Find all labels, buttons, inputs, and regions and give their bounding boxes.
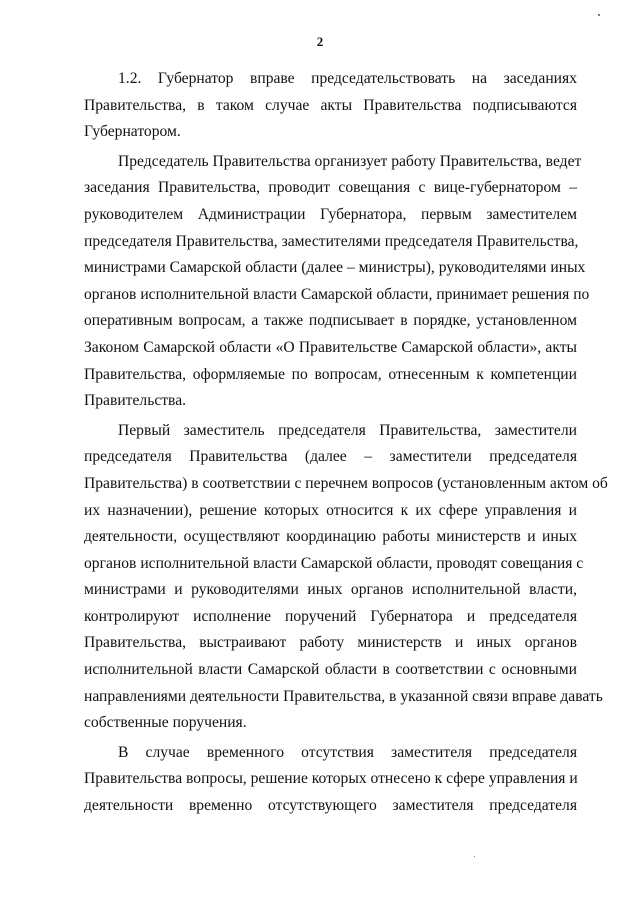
text-line: Первый заместитель председателя Правительства, заместители xyxy=(118,421,577,439)
paragraph-4 xyxy=(84,740,577,820)
text-line: Законом Самарской области «О Правительстве Самарской области», акты xyxy=(84,338,577,356)
text-line: оперативным вопросам, а также подписывает в порядке, установленном xyxy=(84,312,577,330)
text-line: Правительства вопросы, решение которых отнесено к сфере управления и xyxy=(84,770,578,788)
text-line: исполнительной власти Самарской области в соответствии с основными xyxy=(84,661,577,679)
text-line: деятельности, осуществляют координацию работы министерств и иных xyxy=(84,528,577,546)
text-line: направлениями деятельности Правительства, в указанной связи вправе давать xyxy=(84,687,603,705)
text-line: председателя Правительства, заместителями председателя Правительства, xyxy=(84,232,579,250)
text-line: министрами Самарской области (далее – министры), руководителями иных xyxy=(84,259,586,277)
text-line: Правительства, выстраивают работу министерств и иных органов xyxy=(84,634,577,652)
scan-speck xyxy=(598,14,600,16)
text-line: руководителем Администрации Губернатора, первым заместителем xyxy=(84,205,577,223)
text-line: Правительства, в таком случае акты Правительства подписываются xyxy=(84,96,577,114)
document-body xyxy=(84,66,608,820)
paragraph-2 xyxy=(84,149,590,415)
text-line: В случае временного отсутствия заместителя председателя xyxy=(118,743,577,761)
text-line: деятельности временно отсутствующего заместителя председателя xyxy=(84,797,577,815)
text-line: председателя Правительства (далее – заместители председателя xyxy=(84,448,577,466)
text-line: органов исполнительной власти Самарской области, принимает решения по xyxy=(84,285,590,303)
text-line: органов исполнительной власти Самарской области, проводят совещания с xyxy=(84,554,584,572)
paragraph-1 xyxy=(84,66,577,146)
text-line: 1.2. Губернатор вправе председательствовать на заседаниях xyxy=(118,70,577,87)
text-line: Правительства. xyxy=(84,392,187,410)
scan-speck xyxy=(474,856,475,857)
text-line: Правительства) в соответствии с перечнем вопросов (установленным актом об xyxy=(84,474,608,492)
paragraph-3 xyxy=(84,418,608,737)
text-line: заседания Правительства, проводит совещания с вице-губернатором – xyxy=(84,179,577,197)
text-line: Правительства, оформляемые по вопросам, отнесенным к компетенции xyxy=(84,365,577,383)
text-line: министрами и руководителями иных органов исполнительной власти, xyxy=(84,581,577,599)
text-line: собственные поручения. xyxy=(84,714,247,732)
page-number: 2 xyxy=(316,34,324,49)
text-line: Председатель Правительства организует работу Правительства, ведет xyxy=(118,152,582,170)
text-line: их назначении), решение которых относится к их сфере управления и xyxy=(84,501,577,519)
text-line: контролируют исполнение поручений Губернатора и председателя xyxy=(84,607,577,625)
text-line: Губернатором. xyxy=(84,123,181,141)
